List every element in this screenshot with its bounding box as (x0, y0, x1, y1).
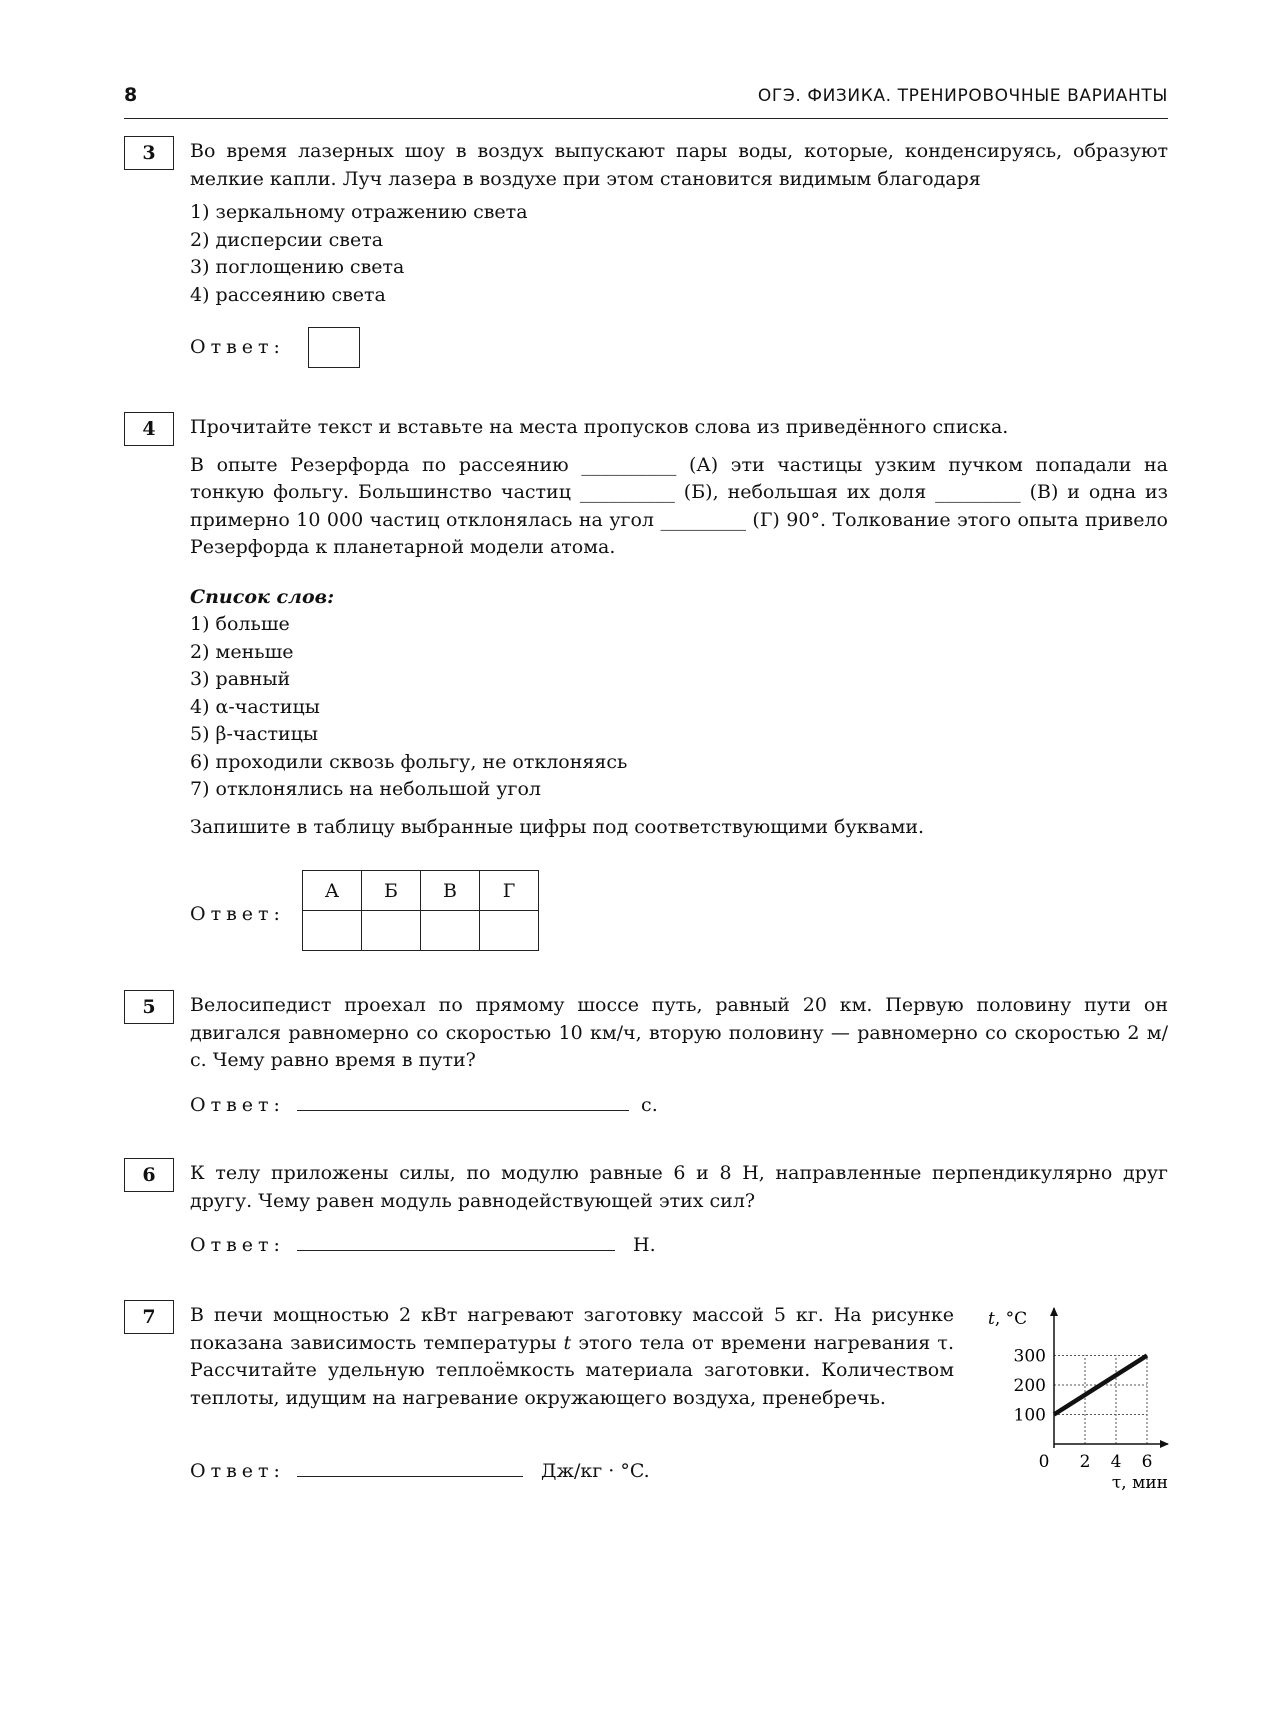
answer-line-5[interactable] (297, 1090, 629, 1111)
question-number-7: 7 (124, 1300, 174, 1334)
header-a: А (303, 871, 362, 911)
y-axis-label-unit: , °C (994, 1309, 1028, 1329)
answer-unit-5: с. (641, 1094, 658, 1116)
question-3 (190, 138, 1168, 309)
question-6-text: К телу приложены силы, по модулю равные 6 и 8 Н, направленные перпендикулярно друг другу. Чему равен модуль равнодействующей этих сил? (190, 1162, 1168, 1212)
answer-label: Ответ: (190, 903, 285, 925)
answer-row-5 (190, 1090, 658, 1119)
temperature-chart (984, 1302, 1170, 1492)
answer-table-input-row (303, 911, 539, 951)
question-number-4: 4 (124, 412, 174, 446)
option-3: 3) поглощению света (190, 256, 405, 278)
answer-label: Ответ: (190, 1094, 285, 1116)
answer-cell-b[interactable] (362, 911, 421, 951)
y-axis-label (988, 1309, 1027, 1329)
answer-row-7 (190, 1456, 650, 1485)
question-4-text: В опыте Резерфорда по рассеянию __________ (А) эти частицы узким пучком попадали на тонкую фольгу. Большинство частиц __________ (Б), небольшая их доля _________ (В) и одна из примерно 10 000 частиц отклонялась на угол _________ (Г) 90°. Толкование этого опыта привело Резерфорда к планетарной модели атома. (190, 453, 1168, 558)
page-number: 8 (124, 84, 138, 106)
word-2: 2) меньше (190, 640, 294, 663)
answer-table-header (303, 871, 539, 911)
word-3: 3) равный (190, 668, 291, 690)
header-title: ОГЭ. ФИЗИКА. ТРЕНИРОВОЧНЫЕ ВАРИАНТЫ (757, 86, 1168, 106)
option-2: 2) дисперсии света (190, 228, 384, 251)
word-1: 1) больше (190, 613, 290, 635)
chart-grid (1054, 1356, 1147, 1445)
word-5: 5) β-частицы (190, 723, 318, 745)
y-tick-label: 100 (1013, 1405, 1046, 1426)
y-tick-label: 200 (1013, 1376, 1046, 1396)
answer-cell-v[interactable] (421, 911, 480, 951)
answer-line-6[interactable] (297, 1230, 615, 1251)
question-7-text (190, 1302, 954, 1412)
x-axis-label: τ, мин (1111, 1473, 1168, 1492)
question-7-text-a: В печи мощностью 2 кВт нагревают заготовку массой 5 кг. На рисунке показана зависимость температуры (190, 1304, 954, 1354)
question-4 (190, 414, 1168, 841)
page-header (124, 84, 1168, 119)
y-tick-label: 300 (1013, 1346, 1046, 1367)
question-number-3: 3 (124, 136, 174, 170)
answer-cell-a[interactable] (303, 911, 362, 951)
x-tick-label: 4 (1110, 1452, 1122, 1472)
option-1: 1) зеркальному отражению света (190, 201, 528, 223)
answer-unit-6: Н. (633, 1234, 656, 1256)
answer-line-7[interactable] (297, 1456, 523, 1477)
header-g: Г (480, 871, 539, 911)
word-6: 6) проходили сквозь фольгу, не отклоняясь (190, 750, 628, 773)
header-b: Б (362, 871, 421, 911)
answer-row-4 (190, 901, 285, 928)
y-axis-label-var: t (988, 1309, 995, 1329)
answer-row-6 (190, 1230, 656, 1259)
answer-cell-g[interactable] (480, 911, 539, 951)
answer-table (302, 870, 539, 951)
x-tick-label: 2 (1079, 1452, 1091, 1472)
answer-label: Ответ: (190, 1234, 285, 1256)
question-3-options (190, 199, 1168, 309)
x-tick-label: 0 (1038, 1452, 1050, 1472)
answer-label: Ответ: (190, 1460, 285, 1482)
word-list (190, 611, 1168, 804)
question-number-5: 5 (124, 990, 174, 1024)
answer-row-3 (190, 334, 285, 361)
variable-t: t (563, 1331, 572, 1354)
temperature-graph (984, 1302, 1170, 1492)
question-number-6: 6 (124, 1158, 174, 1192)
answer-label: Ответ: (190, 336, 285, 358)
x-tick-label: 6 (1141, 1452, 1153, 1472)
word-list-title: Список слов: (190, 585, 335, 608)
question-3-text: Во время лазерных шоу в воздух выпускают пары воды, которые, конденсируясь, образуют мелкие капли. Луч лазера в воздухе при этом становится видимым благодаря (190, 140, 1168, 190)
word-7: 7) отклонялись на небольшой угол (190, 778, 541, 800)
word-4: 4) α-частицы (190, 695, 320, 718)
question-4-instruction: Прочитайте текст и вставьте на места пропусков слова из приведённого списка. (190, 416, 1009, 438)
question-7-text-b: этого тела от времени нагревания τ. Рассчитайте удельную теплоёмкость материала заготовки. Количеством теплоты, идущим на нагревание окружающего воздуха, пренебречь. (190, 1331, 954, 1409)
header-v: В (421, 871, 480, 911)
answer-unit-7: Дж/кг · °C. (541, 1460, 650, 1482)
answer-box-3[interactable] (308, 327, 360, 368)
table-instruction: Запишите в таблицу выбранные цифры под соответствующими буквами. (190, 815, 925, 838)
question-5-text: Велосипедист проехал по прямому шоссе путь, равный 20 км. Первую половину пути он двигался равномерно со скоростью 10 км/ч, вторую половину — равномерно со скоростью 2 м/с. Чему равно время в пути? (190, 994, 1168, 1071)
option-4: 4) рассеянию света (190, 283, 386, 306)
